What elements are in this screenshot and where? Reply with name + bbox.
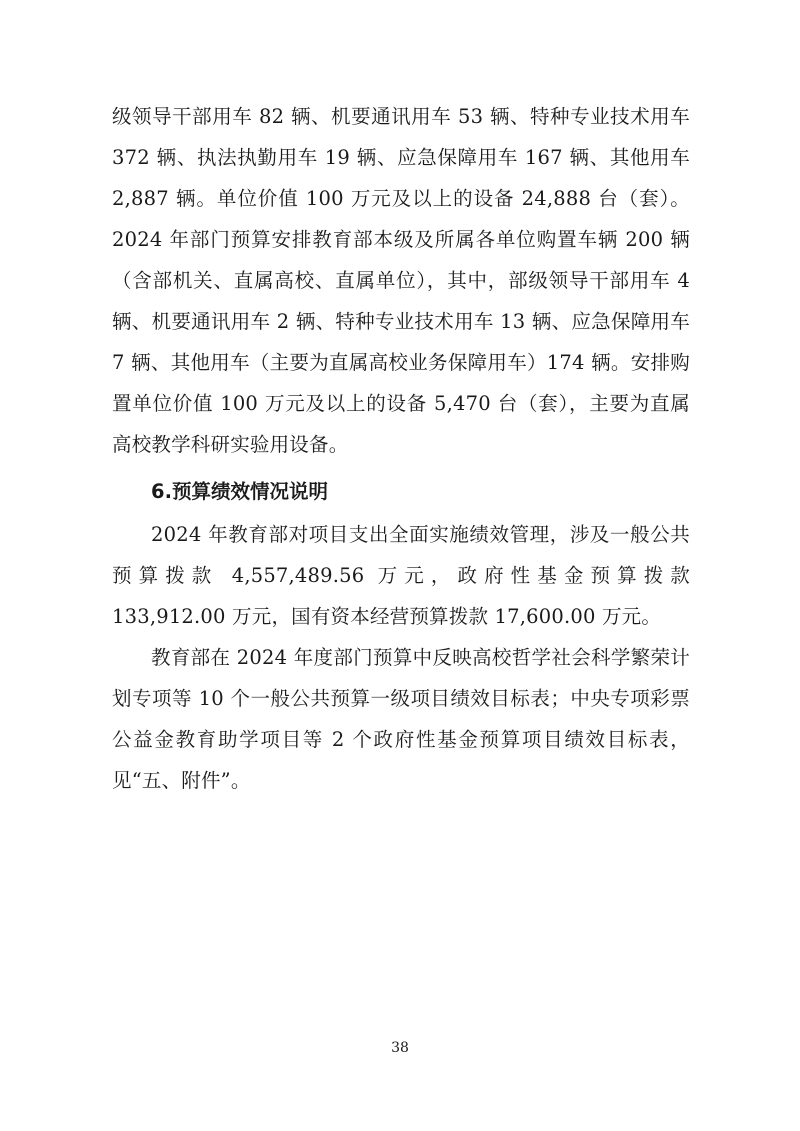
page-content — [112, 96, 690, 801]
paragraph-performance-targets: 教育部在 2024 年度部门预算中反映高校哲学社会科学繁荣计划专项等 10 个一般公共预算一级项目绩效目标表；中央专项彩票公益金教育助学项目等 2 个政府性基金预算项目绩效目标表，见“五、附件”。 — [112, 646, 690, 792]
section-heading-budget-performance: 6.预算绩效情况说明 — [151, 480, 328, 503]
paragraph-performance-funding: 2024 年教育部对项目支出全面实施绩效管理，涉及一般公共预算拨款 4,557,489.56 万元，政府性基金预算拨款 133,912.00 万元，国有资本经营预算拨款 17,600.00 万元。 — [112, 523, 690, 628]
page-number: 38 — [391, 1040, 409, 1056]
paragraph-vehicles: 级领导干部用车 82 辆、机要通讯用车 53 辆、特种专业技术用车 372 辆、执法执勤用车 19 辆、应急保障用车 167 辆、其他用车 2,887 辆。单位价值 100 万元及以上的设备 24,888 台（套）。2024 年部门预算安排教育部本级及所属各单位购置车辆 200 辆（含部机关、直属高校、直属单位），其中，部级领导干部用车 4 辆、机要通讯用车 2 辆、特种专业技术用车 13 辆、应急保障用车 7 辆、其他用车（主要为直属高校业务保障用车）174 辆。安排购置单位价值 100 万元及以上的设备 5,470 台（套），主要为直属高校教学科研实验用设备。 — [112, 105, 690, 456]
